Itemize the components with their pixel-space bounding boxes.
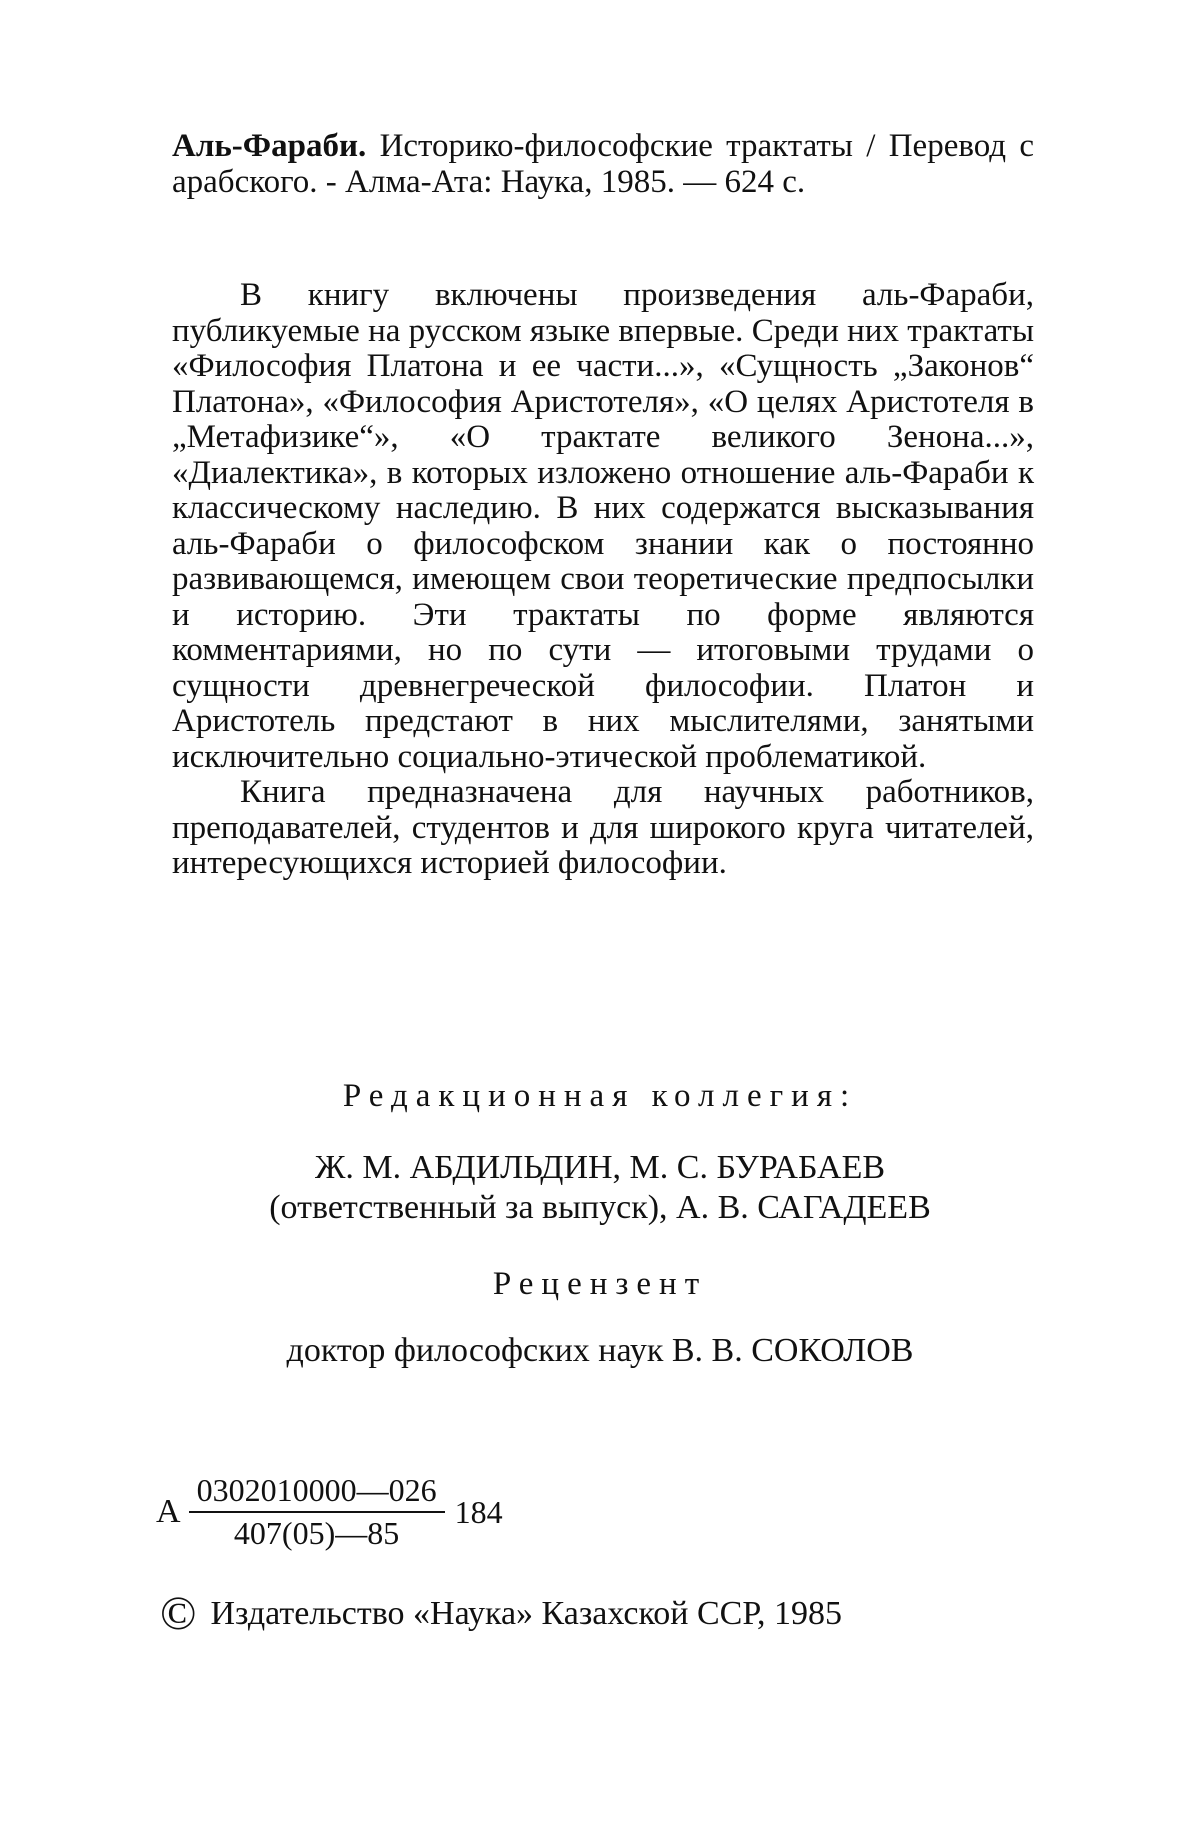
reviewer-name: доктор философских наук В. В. СОКОЛОВ	[286, 1332, 914, 1369]
editorial-board-line-2: (ответственный за выпуск), А. В. САГАДЕЕВ	[269, 1189, 931, 1226]
catalog-code-denominator: 407(05)—85	[233, 1515, 400, 1551]
editorial-board-line-1: Ж. М. АБДИЛЬДИН, М. С. БУРАБАЕВ	[314, 1149, 886, 1186]
annotation-paragraph-2: Книга предназначена для научных работников, преподавателей, студентов и для широкого круга читателей, интересующихся историей философии.	[172, 774, 1034, 881]
catalog-code-suffix: 184	[454, 1493, 503, 1530]
annotation-paragraph-1: В книгу включены произведения аль-Фараби, публикуемые на русском языке впервые. Среди них трактаты «Философия Платона и ее части...», «Сущность „Законов“ Платона», «Философия Аристотеля», «О целях Аристотеля в „Метафизике“», «О трактате великого Зенона...», «Диалектика», в которых изложено отношение аль-Фараби к классическому наследию. В них содержатся высказывания аль-Фараби о философском знании как о постоянно развивающемся, имеющем свои теоретические предпосылки и историю. Эти трактаты по форме являются комментариями, но по сути — итоговыми трудами о сущности древнегреческой философии. Платон и Аристотель предстают в них мыслителями, занятыми исключительно социально-этической проблематикой.	[172, 277, 1034, 775]
copyright-icon: ©	[160, 1587, 197, 1640]
bibliographic-citation	[172, 128, 1034, 200]
book-annotation	[172, 278, 1034, 882]
catalog-code-numerator: 0302010000—026	[189, 1472, 445, 1513]
copyright-line	[160, 1587, 843, 1640]
catalog-code-fraction	[189, 1472, 445, 1552]
citation-author: Аль-Фараби.	[172, 128, 367, 164]
copyright-text: Издательство «Наука» Казахской ССР, 1985	[210, 1595, 843, 1632]
reviewer-heading: Рецензент	[492, 1266, 708, 1302]
catalog-code	[156, 1472, 503, 1552]
editorial-board-members	[0, 1148, 1200, 1228]
catalog-code-letter: А	[156, 1493, 181, 1530]
citation-text: Историко-философские трактаты / Перевод с арабского. - Алма-Ата: Наука, 1985. — 624 с.	[172, 128, 1034, 200]
editorial-board-heading: Редакционная коллегия:	[342, 1078, 858, 1114]
